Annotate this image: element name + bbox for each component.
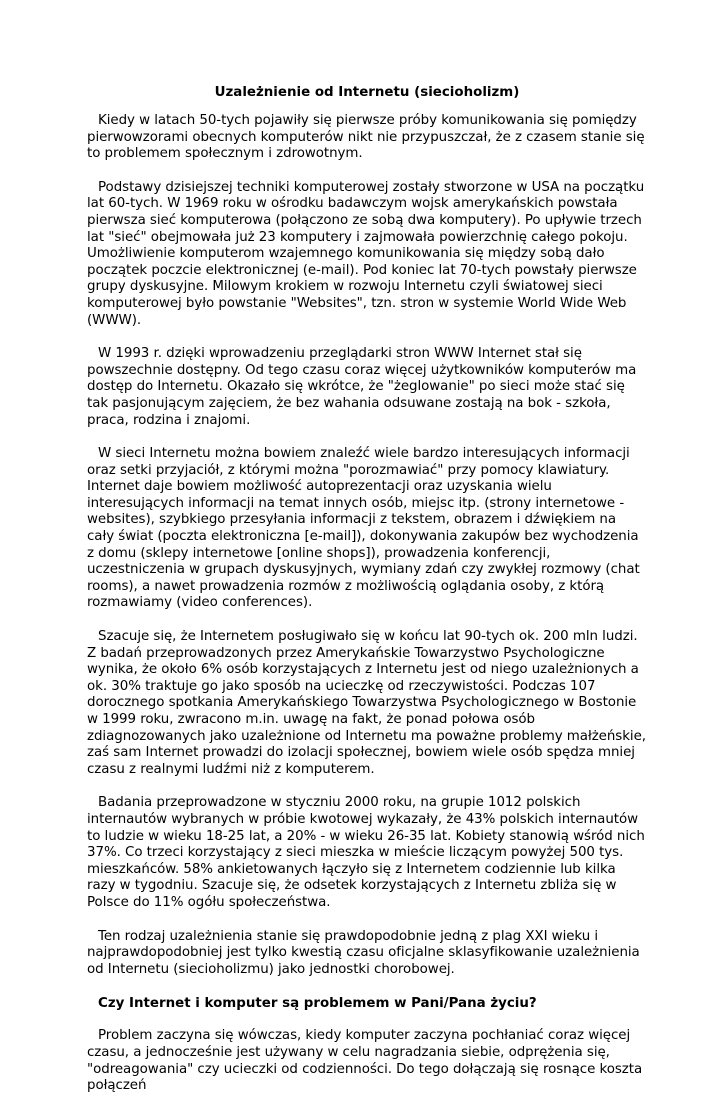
paragraph-possibilities: W sieci Internetu można bowiem znaleźć wiele bardzo interesujących informacji oraz setki przyjaciół, z którymi można "porozmawiać" przy pomocy klawiatury. Internet daje bowiem możliwość autoprezentacji oraz uzyskania wielu interesujących informacji na temat innych osób, miejsc itp. (strony internetowe - websites), szybkiego przesyłania informacji z tekstem, obrazem i dźwiękiem na cały świat (poczta elektroniczna [e-mail]), dokonywania zakupów bez wychodzenia z domu (sklepy internetowe [online shops]), prowadzenia konferencji, uczestniczenia w grupach dyskusyjnych, wymiany zdań czy zwykłej rozmowy (chat rooms), a nawet prowadzenia rozmów z możliwością oglądania osoby, z którą rozmawiamy (video conferences). [87,446,640,611]
paragraph-intro: Kiedy w latach 50-tych pojawiły się pierwsze próby komunikowania się pomiędzy pierwowzorami obecnych komputerów nikt nie przypuszczał, że z czasem stanie się to problemem społecznym i zdrowotnym. [87,113,645,162]
paragraph-conclusion: Ten rodzaj uzależnienia stanie się prawdopodobnie jedną z plag XXI wieku i najprawdopodobniej jest tylko kwestią czasu oficjalne sklasyfikowanie uzależnienia od Internetu (siecioholizmu) jako jednostki chorobowej. [87,928,640,977]
paragraph-polish-research: Badania przeprowadzone w styczniu 2000 roku, na grupie 1012 polskich internautów wybranych w próbie kwotowej wykazały, że 43% polskich internautów to ludzie w wieku 18-25 lat, a 20% - w wieku 26-35 lat. Kobiety stanowią wśród nich 37%. Co trzeci korzystający z sieci mieszka w mieście liczącym powyżej 500 tys. mieszkańców. 58% ankietowanych łączyło się z Internetem codziennie lub kilka razy w tygodniu. Szacuje się, że odsetek korzystających z Internetu zbliża się w Polsce do 11% ogółu społeczeństwa. [87,795,645,910]
section-heading: Czy Internet i komputer są problemem w Pani/Pana życiu? [98,996,537,1012]
document-title: Uzależnienie od Internetu (siecioholizm) [214,85,520,100]
paragraph-www: W 1993 r. dzięki wprowadzeniu przeglądarki stron WWW Internet stał się powszechnie dostępny. Od tego czasu coraz więcej użytkowników komputerów ma dostęp do Internetu. Okazało się wkrótce, że "żeglowanie" po sieci może stać się tak pasjonującym zajęciem, że bez wahania odsuwane zostają na bok - szkoła, praca, rodzina i znajomi. [87,346,637,428]
paragraph-problem: Problem zaczyna się wówczas, kiedy komputer zaczyna pochłaniać coraz więcej czasu, a jednocześnie jest używany w celu nagradzania siebie, odprężenia się, "odreagowania" czy ucieczki od codzienności. Do tego dołączają się rosnące koszta połączeń [87,1028,643,1094]
paragraph-history: Podstawy dzisiejszej techniki komputerowej zostały stworzone w USA na początku lat 60-tych. W 1969 roku w ośrodku badawczym wojsk amerykańskich powstała pierwsza sieć komputerowa (połączono ze sobą dwa komputery). Po upływie trzech lat "sieć" obejmowała już 23 komputery i zajmowała powierzchnię całego pokoju. Umożliwienie komputerom wzajemnego komunikowania się między sobą dało początek poczcie elektronicznej (e-mail). Pod koniec lat 70-tych powstały pierwsze grupy dyskusyjne. Milowym krokiem w rozwoju Internetu czyli światowej sieci komputerowej było powstanie "Websites", tzn. stron w systemie World Wide Web (WWW). [87,179,645,328]
document-page [87,84,647,1112]
paragraph-statistics: Szacuje się, że Internetem posługiwało się w końcu lat 90-tych ok. 200 mln ludzi. Z badań przeprowadzonych przez Amerykańskie Towarzystwo Psychologiczne wynika, że około 6% osób korzystających z Internetu jest od niego uzależnionych a ok. 30% traktuje go jako sposób na ucieczkę od rzeczywistości. Podczas 107 dorocznego spotkania Amerykańskiego Towarzystwa Psychologicznego w Bostonie w 1999 roku, zwracono m.in. uwagę na fakt, że ponad połowa osób zdiagnozowanych jako uzależnione od Internetu ma poważne problemy małżeńskie, zaś sam Internet prowadzi do izolacji społecznej, bowiem wiele osób spędza mniej czasu z realnymi ludźmi niż z komputerem. [87,629,646,777]
